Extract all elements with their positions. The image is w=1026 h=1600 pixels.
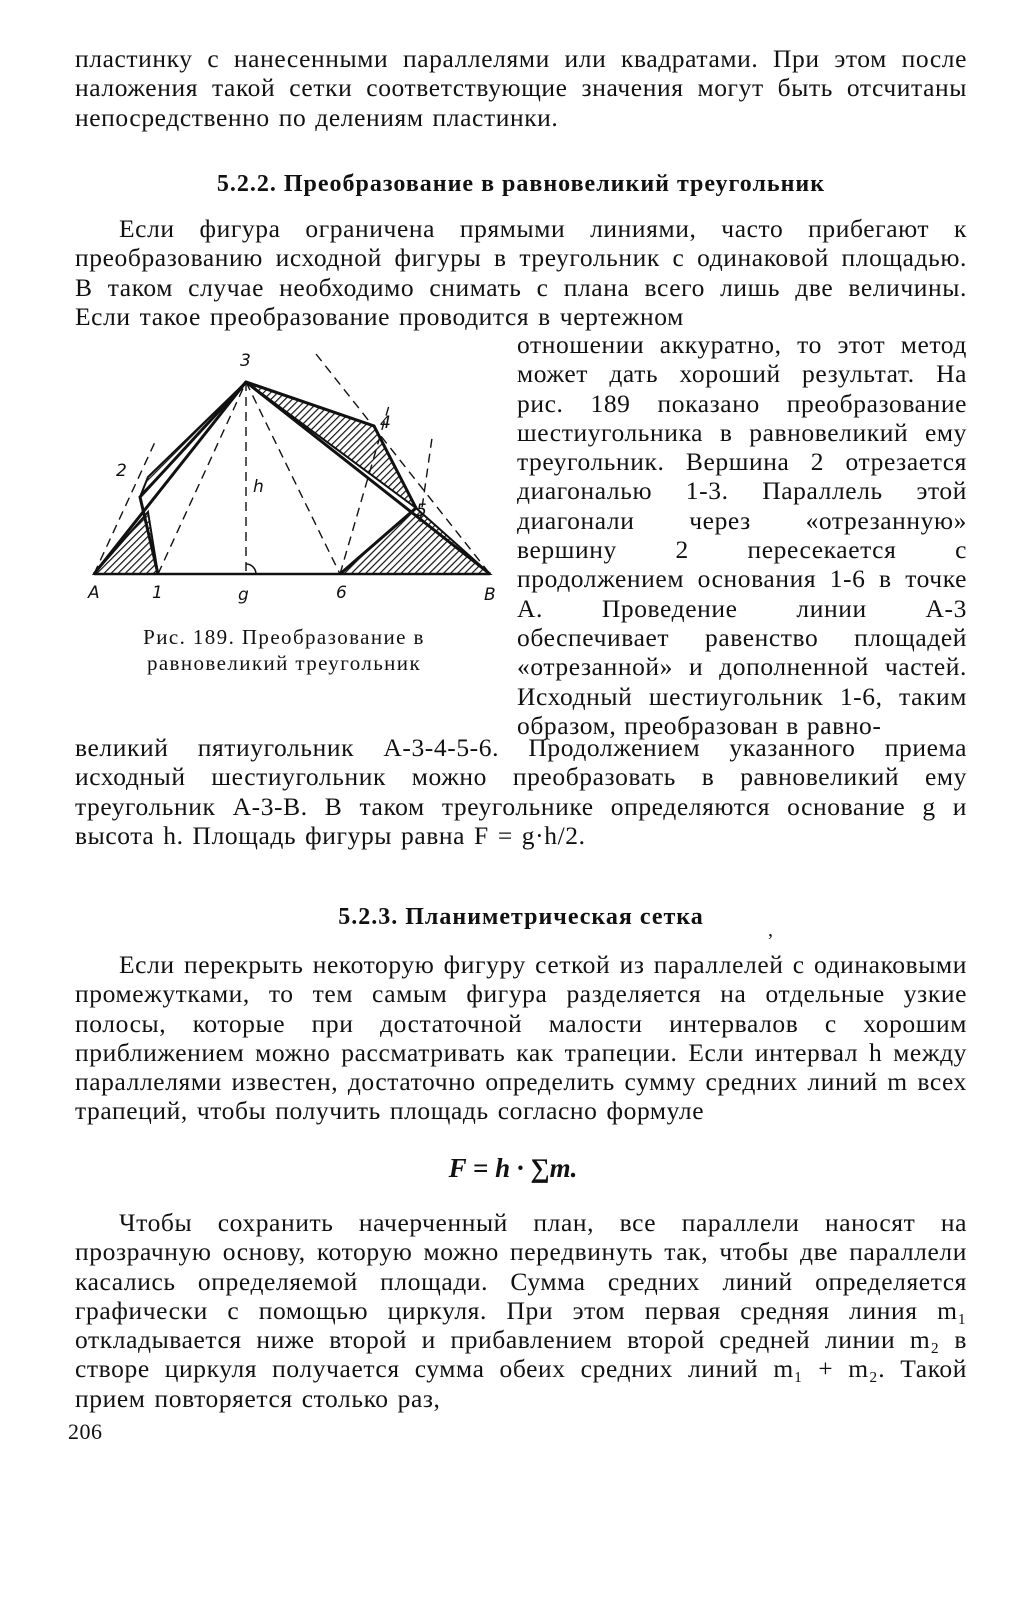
label-point-A: A [88, 583, 100, 603]
figure-wrap-text: отношении аккуратно, то этот метод может дать хороший результат. На рис. 189 показано преобразование шестиугольника в равновеликий ему треугольник. Вершина 2 отрезается диагональю 1-3. Параллель этой диагонали через «отрезанную» вершину 2 пересекается с продолжением основания 1-6 в точке A. Проведение линии A-3 обеспечивает равенство площадей «отрезанной» и дополненной частей. Исходный шестиугольник 1-6, таким образом, преобразован в равно- [517, 330, 967, 740]
area-formula: F = h · ∑m. [448, 1153, 578, 1183]
label-vertex-5: 5 [416, 501, 427, 521]
top-paragraph: пластинку с нанесенными параллелями или квадратами. При этом после наложения такой сетки соответствующие значения могут быть отсчитаны непосредственно по делениям пластинки. [75, 44, 967, 132]
hatched-regions [94, 382, 490, 574]
section-523-paragraph-2: Чтобы сохранить начерченный план, все параллели наносят на прозрачную основу, которую можно передвинуть так, чтобы две параллели касались определяемой площади. Сумма средних линий определяется графически с помощью циркуля. При этом первая средняя линия m₁ откладывается ниже второй и прибавлением второй средней линии m₂ в створе циркуля получается сумма обеих средних линий m₁ + m₂. Такой прием повторяется столько раз, [75, 1208, 967, 1413]
section-heading-5-2-3: 5.2.3. Планиметрическая сетка [338, 904, 704, 930]
label-height-h: h [253, 477, 264, 497]
figure-189 [80, 342, 500, 612]
section-522-intro: Если фигура ограничена прямыми линиями, часто прибегают к преобразованию исходной фигуры в треугольник с одинаковой площадью. В таком случае необходимо снимать с плана всего лишь две величины. Если такое преобразование проводится в чертежном [75, 214, 967, 331]
section-523-paragraph-1: Если перекрыть некоторую фигуру сеткой из параллелей с одинаковыми промежутками, то тем самым фигура разделяется на отдельные узкие полосы, которые при достаточной малости интервалов с хорошим приближением можно рассматривать как трапеции. Если интервал h между параллелями известен, достаточно определить сумму средних линий m всех трапеций, чтобы получить площадь согласно формуле [75, 950, 967, 1126]
label-vertex-4: 4 [380, 413, 391, 433]
label-vertex-2: 2 [116, 461, 127, 481]
label-point-1: 1 [152, 583, 163, 603]
section-522-continuation: великий пятиугольник A-3-4-5-6. Продолжением указанного приема исходный шестиугольник можно преобразовать в равновеликий ему треугольник A-3-B. В таком треугольнике определяются основание g и высота h. Площадь фигуры равна F = g·h/2. [75, 733, 967, 850]
stray-mark: , [768, 919, 773, 941]
figure-caption: Рис. 189. Преобразование в равновеликий треугольник [143, 625, 425, 675]
label-point-6: 6 [336, 583, 347, 603]
label-vertex-3: 3 [240, 351, 251, 371]
section-heading-5-2-2: 5.2.2. Преобразование в равновеликий треугольник [216, 171, 826, 197]
label-point-B: B [484, 585, 496, 605]
page-number: 206 [68, 1419, 103, 1444]
label-base-g: g [238, 585, 249, 605]
